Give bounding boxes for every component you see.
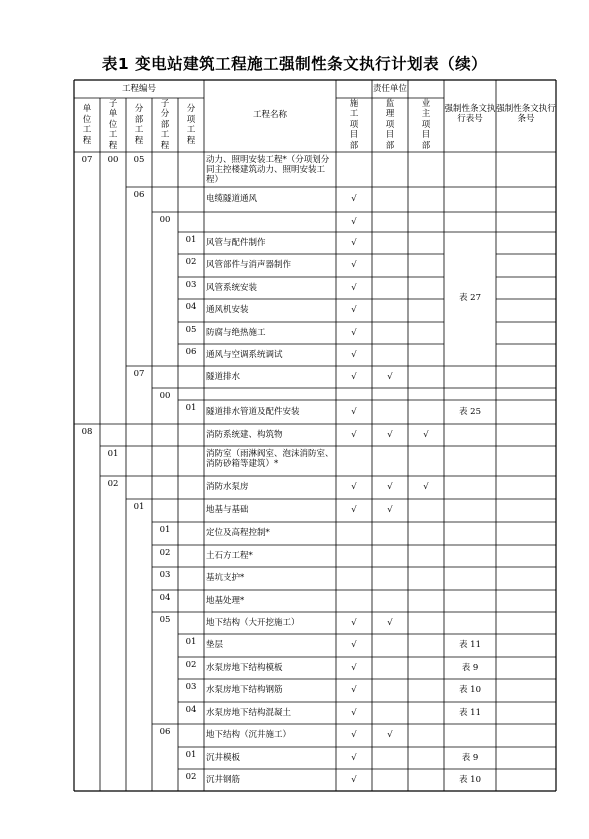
code-subpart: 04 <box>159 593 171 603</box>
code-subpart: 05 <box>159 615 171 625</box>
project-name: 风管系统安装 <box>206 282 258 293</box>
check-mark: √ <box>351 216 357 227</box>
code-item: 04 <box>185 302 197 312</box>
code-item: 01 <box>185 403 197 413</box>
project-name: 基坑支护* <box>206 573 245 583</box>
check-mark: √ <box>351 617 357 628</box>
check-mark: √ <box>351 237 357 248</box>
code-subpart: 06 <box>159 727 171 737</box>
code-unit: 07 <box>81 155 93 165</box>
check-mark: √ <box>351 752 357 763</box>
code-item: 02 <box>185 660 197 670</box>
code-subpart: 02 <box>159 548 171 558</box>
project-name: 地下结构（沉井施工） <box>206 730 292 740</box>
project-name: 风管部件与消声器制作 <box>206 260 292 270</box>
header-group-responsibility: 责任单位 <box>372 84 407 94</box>
table-ref: 表 11 <box>458 640 482 650</box>
check-mark: √ <box>351 774 357 785</box>
header-clause-number: 强制性条文执行条号 <box>496 104 556 124</box>
table-ref: 表 25 <box>458 406 482 417</box>
code-subpart: 01 <box>159 525 171 535</box>
check-mark: √ <box>351 505 357 515</box>
code-item: 01 <box>185 750 197 760</box>
project-name: 地基处理* <box>206 595 245 606</box>
project-name: 消防水泵房 <box>206 482 249 492</box>
code-subunit: 00 <box>107 155 119 165</box>
project-name: 消防系统建、构筑物 <box>206 429 283 440</box>
check-mark: √ <box>387 617 393 628</box>
project-name: 消防室（雨淋阀室、泡沫消防室、消防砂箱等建筑）* <box>206 449 334 469</box>
check-mark: √ <box>351 429 357 440</box>
code-item: 05 <box>185 325 197 335</box>
check-mark: √ <box>351 305 357 315</box>
header-item-code: 分项工程 <box>186 104 196 146</box>
code-item: 01 <box>185 235 197 245</box>
code-part: 06 <box>133 190 145 200</box>
code-part: 07 <box>133 369 145 379</box>
check-mark: √ <box>351 371 357 382</box>
code-item: 03 <box>185 280 197 290</box>
project-name: 地下结构（大开挖施工） <box>206 617 300 628</box>
header-subpart-code: 子分部工程 <box>160 98 170 151</box>
check-mark: √ <box>351 707 357 718</box>
project-name: 水泵房地下结构混凝土 <box>206 707 292 718</box>
header-owner-dept: 业主项目部 <box>421 98 431 151</box>
check-mark: √ <box>351 349 357 360</box>
code-subunit: 02 <box>107 479 119 489</box>
check-mark: √ <box>351 482 357 492</box>
project-name: 土石方工程* <box>206 550 253 561</box>
code-item: 02 <box>185 772 197 782</box>
project-name: 隧道排水 <box>206 371 241 382</box>
code-subunit: 01 <box>107 449 119 459</box>
header-subunit-code: 子单位工程 <box>108 98 118 151</box>
check-mark: √ <box>351 685 357 695</box>
header-unit-code: 单位工程 <box>82 104 92 146</box>
project-name: 地基与基础 <box>206 505 249 515</box>
project-name: 水泵房地下结构钢筋 <box>206 685 283 695</box>
table-ref: 表 9 <box>461 662 479 673</box>
header-project-name: 工程名称 <box>252 110 287 120</box>
check-mark: √ <box>387 505 393 515</box>
code-subpart: 00 <box>159 391 171 401</box>
table-ref: 表 11 <box>458 707 482 718</box>
table-ref-merged: 表 27 <box>458 293 482 303</box>
code-item: 01 <box>185 637 197 647</box>
code-part: 05 <box>133 155 145 165</box>
check-mark: √ <box>351 640 357 650</box>
project-name: 水泵房地下结构模板 <box>206 662 283 673</box>
check-mark: √ <box>351 406 357 417</box>
check-mark: √ <box>351 327 357 338</box>
check-mark: √ <box>351 260 357 270</box>
check-mark: √ <box>351 282 357 293</box>
table-ref: 表 10 <box>458 774 482 785</box>
project-name: 沉井钢筋 <box>206 774 241 785</box>
check-mark: √ <box>423 429 429 440</box>
check-mark: √ <box>423 482 429 492</box>
header-part-code: 分部工程 <box>134 104 144 146</box>
header-construct-dept: 施工项目部 <box>349 98 359 151</box>
project-name: 防腐与绝热施工 <box>206 327 266 338</box>
table-ref: 表 9 <box>461 752 479 763</box>
header-table-number: 强制性条文执行表号 <box>444 104 496 124</box>
header-supervise-dept: 监理项目部 <box>385 98 395 151</box>
code-subpart: 03 <box>159 570 171 580</box>
code-item: 04 <box>185 705 197 715</box>
project-name: 电缆隧道通风 <box>206 194 258 204</box>
project-name: 定位及高程控制* <box>206 528 270 538</box>
check-mark: √ <box>351 662 357 673</box>
code-part: 01 <box>133 502 145 512</box>
project-name: 动力、照明安装工程*（分项划分同主控楼建筑动力、照明安装工 程） <box>206 155 330 185</box>
project-name: 风管与配件制作 <box>206 237 266 248</box>
project-name: 通风与空调系统调试 <box>206 349 283 360</box>
check-mark: √ <box>387 482 393 492</box>
header-group-code: 工程编号 <box>121 84 156 94</box>
code-subpart: 00 <box>159 215 171 225</box>
check-mark: √ <box>387 371 393 382</box>
project-name: 垫层 <box>206 640 224 650</box>
project-name: 沉井模板 <box>206 752 241 763</box>
code-item: 06 <box>185 347 197 357</box>
check-mark: √ <box>387 429 393 440</box>
check-mark: √ <box>387 730 393 740</box>
table-ref: 表 10 <box>458 685 482 695</box>
code-unit: 08 <box>81 427 93 437</box>
page-title: 表1 变电站建筑工程施工强制性条文执行计划表（续） <box>101 55 488 73</box>
code-item: 03 <box>185 682 197 692</box>
project-name: 通风机安装 <box>206 305 249 315</box>
code-item: 02 <box>185 257 197 267</box>
check-mark: √ <box>351 730 357 740</box>
project-name: 隧道排水管道及配件安装 <box>206 406 300 417</box>
check-mark: √ <box>351 194 357 204</box>
